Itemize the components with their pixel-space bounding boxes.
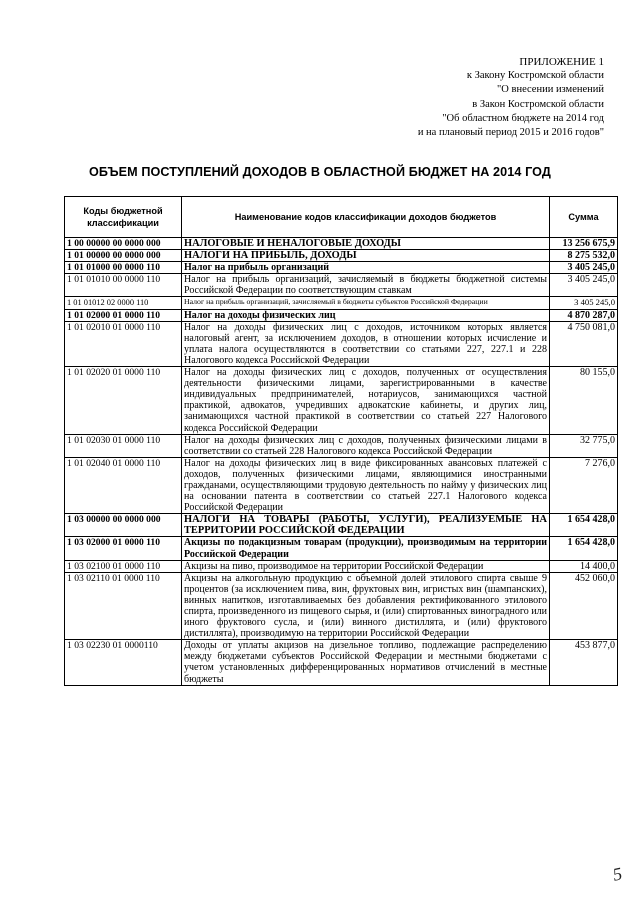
row-sum: 452 060,0 [550,572,618,640]
row-code: 1 01 02040 01 0000 110 [65,457,182,513]
document-title: ОБЪЕМ ПОСТУПЛЕНИЙ ДОХОДОВ В ОБЛАСТНОЙ БЮДЖЕТ НА 2014 ГОД [89,165,551,179]
table-row [65,297,618,309]
row-name: НАЛОГОВЫЕ И НЕНАЛОГОВЫЕ ДОХОДЫ [182,238,550,250]
table-row [65,572,618,640]
page-number: 5 [610,863,624,885]
row-sum: 14 400,0 [550,560,618,572]
row-name: Налог на прибыль организаций, зачисляемый в бюджеты бюджетной системы Российской Федерации по соответствующим ставкам [182,274,550,297]
row-name: НАЛОГИ НА ТОВАРЫ (РАБОТЫ, УСЛУГИ), РЕАЛИЗУЕМЫЕ НА ТЕРРИТОРИИ РОССИЙСКОЙ ФЕДЕРАЦИИ [182,514,550,537]
row-name: Акцизы по подакцизным товарам (продукции), производимым на территории Российской Федерации [182,537,550,560]
row-sum: 32 775,0 [550,434,618,457]
row-sum: 3 405 245,0 [550,274,618,297]
table-row [65,640,618,685]
row-name: Акцизы на алкогольную продукцию с объемной долей этилового спирта свыше 9 процентов (за исключением пива, вин, фруктовых вин, игристых вин (шампанских), винных напитков, изготавливаемых без добавления ректификованного этилового спирта, произведенного из пищевого сырья, и (или) спиртованных виноградного или иного фруктового сусла, и (или) винного дистиллята, и (или) фруктового дистиллята), производимую на территории Российской Федерации [182,572,550,640]
row-code: 1 01 00000 00 0000 000 [65,250,182,262]
row-name: Налог на доходы физических лиц с доходов, источником которых является налоговый агент, за исключением доходов, в отношении которых исчисление и уплата налога осуществляются в соответствии со статьями 227, 227.1 и 228 Налогового кодекса Российской Федерации [182,321,550,366]
row-code: 1 01 02000 01 0000 110 [65,309,182,321]
row-name: Доходы от уплаты акцизов на дизельное топливо, подлежащие распределению между бюджетами субъектов Российской Федерации и местными бюджетами с учетом установленных дифференцированных нормативов отчислений в местные бюджеты [182,640,550,685]
row-sum: 4 750 081,0 [550,321,618,366]
row-code: 1 01 02030 01 0000 110 [65,434,182,457]
appendix-line: и на плановый период 2015 и 2016 годов" [417,127,604,139]
row-name: Налог на прибыль организаций, зачисляемый в бюджеты субъектов Российской Федерации [182,297,550,309]
row-code: 1 01 01010 00 0000 110 [65,274,182,297]
table-row [65,321,618,366]
table-row [65,238,618,250]
appendix-line: ПРИЛОЖЕНИЕ 1 [519,56,604,68]
row-sum: 13 256 675,9 [550,238,618,250]
row-code: 1 01 02020 01 0000 110 [65,367,182,435]
table-row [65,457,618,513]
table-header-row [65,197,618,238]
row-code: 1 01 01000 00 0000 110 [65,262,182,274]
appendix-note [418,55,604,140]
table-row [65,274,618,297]
appendix-line: "Об областном бюджете на 2014 год [442,112,604,124]
table-row [65,434,618,457]
row-code: 1 00 00000 00 0000 000 [65,238,182,250]
row-code: 1 03 02230 01 0000110 [65,640,182,685]
table-row [65,537,618,560]
appendix-line: в Закон Костромской области [472,98,604,110]
table-row [65,262,618,274]
row-sum: 453 877,0 [550,640,618,685]
row-name: Налог на прибыль организаций [182,262,550,274]
row-sum: 80 155,0 [550,367,618,435]
row-code: 1 03 00000 00 0000 000 [65,514,182,537]
table-row [65,514,618,537]
table-row [65,560,618,572]
row-sum: 3 405 245,0 [550,297,618,309]
row-code: 1 01 01012 02 0000 110 [65,297,182,309]
row-code: 1 03 02000 01 0000 110 [65,537,182,560]
income-table [64,196,618,686]
appendix-line: "О внесении изменений [497,84,604,96]
row-sum: 8 275 532,0 [550,250,618,262]
header-name: Наименование кодов классификации доходов бюджетов [182,197,550,238]
row-sum: 1 654 428,0 [550,514,618,537]
row-code: 1 01 02010 01 0000 110 [65,321,182,366]
row-name: Налог на доходы физических лиц в виде фиксированных авансовых платежей с доходов, полученных физическими лицами, являющимися иностранными гражданами, осуществляющими трудовую деятельность по найму у физических лиц на основании патента в соответствии со статьей 227.1 Налогового кодекса Российской Федерации [182,457,550,513]
row-code: 1 03 02100 01 0000 110 [65,560,182,572]
row-sum: 7 276,0 [550,457,618,513]
appendix-line: к Закону Костромской области [466,70,604,82]
row-sum: 4 870 287,0 [550,309,618,321]
header-sum: Сумма [550,197,618,238]
header-codes: Коды бюджетной классификации [65,197,182,238]
row-sum: 1 654 428,0 [550,537,618,560]
row-name: Налог на доходы физических лиц [182,309,550,321]
row-name: Налог на доходы физических лиц с доходов, полученных от осуществления деятельности физическими лицами, зарегистрированными в качестве индивидуальных предпринимателей, нотариусов, занимающихся частной практикой, адвокатов, учредивших адвокатские кабинеты, и других лиц, занимающихся частной практикой в соответствии со статьей 227 Налогового кодекса Российской Федерации [182,367,550,435]
row-name: Налог на доходы физических лиц с доходов, полученных физическими лицами в соответствии со статьей 228 Налогового кодекса Российской Федерации [182,434,550,457]
row-sum: 3 405 245,0 [550,262,618,274]
table-row [65,309,618,321]
table-row [65,367,618,435]
row-name: Акцизы на пиво, производимое на территории Российской Федерации [182,560,550,572]
row-code: 1 03 02110 01 0000 110 [65,572,182,640]
row-name: НАЛОГИ НА ПРИБЫЛЬ, ДОХОДЫ [182,250,550,262]
table-row [65,250,618,262]
